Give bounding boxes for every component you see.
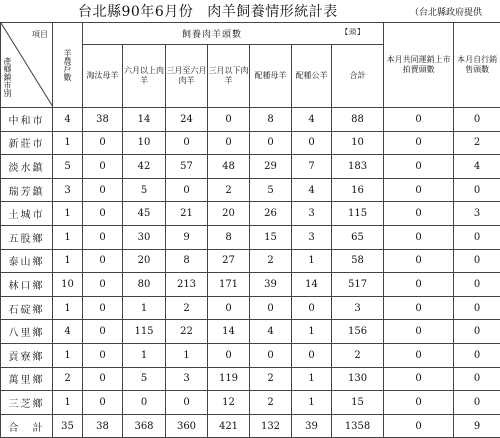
region-name: 三芝鄉 (1, 391, 53, 415)
region-name: 貢寮鄉 (1, 343, 53, 367)
table-cell: 368 (123, 414, 166, 438)
table-cell: 2 (208, 178, 250, 202)
table-cell: 0 (454, 320, 500, 344)
region-name: 土城市 (1, 202, 53, 226)
table-cell: 0 (384, 391, 454, 415)
table-cell: 0 (83, 367, 123, 391)
table-cell: 29 (250, 155, 292, 179)
table-cell: 2 (166, 296, 208, 320)
table-cell: 14 (123, 108, 166, 132)
table-cell: 213 (166, 273, 208, 297)
source-note: （台北縣政府提供 (410, 5, 482, 18)
table-cell: 15 (250, 225, 292, 249)
table-cell: 0 (83, 225, 123, 249)
table-row (1, 202, 500, 226)
table-cell: 38 (83, 414, 123, 438)
table-cell: 0 (292, 296, 332, 320)
table-cell: 0 (123, 391, 166, 415)
table-cell: 5 (250, 178, 292, 202)
corner-region-label: 產鄉鎮市別 (3, 57, 12, 99)
table-row (1, 131, 500, 155)
table-cell: 9 (454, 414, 500, 438)
table-cell: 360 (166, 414, 208, 438)
table-cell: 65 (332, 225, 384, 249)
region-name: 八里鄉 (1, 320, 53, 344)
table-cell: 3 (53, 178, 83, 202)
title-subject: 肉羊飼養情形統計表 (207, 4, 338, 20)
region-name: 淡水鎮 (1, 155, 53, 179)
table-cell: 0 (384, 249, 454, 273)
corner-header (1, 23, 53, 108)
region-name: 萬里鄉 (1, 367, 53, 391)
table-cell: 0 (454, 108, 500, 132)
table-row (1, 225, 500, 249)
table-cell: 1 (292, 367, 332, 391)
col-total: 合計 (332, 45, 384, 108)
table-cell: 1 (292, 320, 332, 344)
table-cell: 4 (53, 108, 83, 132)
table-cell: 26 (250, 202, 292, 226)
col-breeding-ewes: 配種母羊 (250, 45, 292, 108)
group-title: 飼養肉羊頭數 (182, 30, 242, 40)
table-cell: 0 (83, 320, 123, 344)
table-cell: 8 (250, 108, 292, 132)
table-cell: 0 (208, 296, 250, 320)
table-cell: 1 (292, 391, 332, 415)
table-cell: 4 (53, 320, 83, 344)
table-cell: 0 (454, 296, 500, 320)
table-cell: 0 (83, 178, 123, 202)
table-cell: 80 (123, 273, 166, 297)
table-cell: 8 (208, 225, 250, 249)
table-cell: 183 (332, 155, 384, 179)
table-cell: 21 (166, 202, 208, 226)
table-cell: 5 (123, 178, 166, 202)
table-cell: 0 (384, 367, 454, 391)
table-cell: 1 (166, 343, 208, 367)
table-cell: 1 (53, 131, 83, 155)
table-cell: 7 (292, 155, 332, 179)
table-cell: 39 (292, 414, 332, 438)
selfsold-header: 本月自行銷售頭數 (454, 23, 500, 108)
table-cell: 3 (454, 202, 500, 226)
table-cell: 0 (384, 155, 454, 179)
table-cell: 88 (332, 108, 384, 132)
table-row (1, 320, 500, 344)
region-name: 林口鄉 (1, 273, 53, 297)
table-cell: 0 (208, 131, 250, 155)
table-cell: 20 (123, 249, 166, 273)
table-row (1, 108, 500, 132)
livestock-count-group-header (83, 23, 384, 45)
table-row (1, 414, 500, 438)
table-cell: 171 (208, 273, 250, 297)
table-cell: 10 (123, 131, 166, 155)
table-cell: 4 (292, 108, 332, 132)
table-cell: 0 (384, 343, 454, 367)
table-cell: 0 (292, 131, 332, 155)
table-cell: 0 (83, 391, 123, 415)
table-cell: 4 (292, 178, 332, 202)
table-cell: 14 (208, 320, 250, 344)
table-cell: 1 (53, 225, 83, 249)
table-cell: 3 (292, 202, 332, 226)
table-cell: 2 (250, 249, 292, 273)
table-cell: 1 (292, 249, 332, 273)
table-cell: 4 (454, 155, 500, 179)
table-cell: 3 (332, 296, 384, 320)
table-cell: 20 (208, 202, 250, 226)
table-cell: 115 (332, 202, 384, 226)
table-cell: 119 (208, 367, 250, 391)
col-over-6-months: 六月以上肉羊 (123, 45, 166, 108)
table-cell: 421 (208, 414, 250, 438)
table-cell: 1 (53, 249, 83, 273)
table-cell: 0 (384, 131, 454, 155)
table-row (1, 178, 500, 202)
table-cell: 0 (384, 296, 454, 320)
table-cell: 1 (53, 343, 83, 367)
table-row (1, 367, 500, 391)
table-cell: 30 (123, 225, 166, 249)
table-cell: 5 (53, 155, 83, 179)
table-cell: 22 (166, 320, 208, 344)
table-cell: 0 (454, 391, 500, 415)
table-cell: 0 (454, 343, 500, 367)
col-culled-ewes: 淘汰母羊 (83, 45, 123, 108)
col-3-to-6-months: 三月至六月肉羊 (166, 45, 208, 108)
table-cell: 5 (123, 367, 166, 391)
corner-item-label: 項目 (32, 29, 48, 40)
table-cell: 42 (123, 155, 166, 179)
table-cell: 58 (332, 249, 384, 273)
table-row (1, 343, 500, 367)
statistics-table (0, 22, 500, 438)
table-cell: 156 (332, 320, 384, 344)
table-cell: 0 (208, 343, 250, 367)
households-header: 羊農戶數 (53, 23, 83, 108)
group-unit: 【頭】 (341, 27, 365, 37)
table-cell: 0 (83, 296, 123, 320)
table-cell: 2 (250, 367, 292, 391)
region-name: 五股鄉 (1, 225, 53, 249)
table-cell: 1 (53, 296, 83, 320)
table-cell: 0 (208, 108, 250, 132)
table-cell: 0 (166, 131, 208, 155)
table-cell: 0 (384, 320, 454, 344)
region-name: 中和市 (1, 108, 53, 132)
region-name: 瑞芳鎮 (1, 178, 53, 202)
table-cell: 14 (292, 273, 332, 297)
table-cell: 1358 (332, 414, 384, 438)
table-cell: 0 (83, 202, 123, 226)
table-cell: 0 (454, 367, 500, 391)
table-cell: 0 (454, 178, 500, 202)
table-cell: 0 (83, 155, 123, 179)
table-cell: 0 (384, 414, 454, 438)
table-cell: 0 (384, 178, 454, 202)
region-name: 新莊市 (1, 131, 53, 155)
table-cell: 0 (166, 391, 208, 415)
table-cell: 0 (384, 108, 454, 132)
col-under-3-months: 三月以下肉羊 (208, 45, 250, 108)
region-name: 合 計 (1, 414, 53, 438)
table-row (1, 391, 500, 415)
region-name: 泰山鄉 (1, 249, 53, 273)
table-cell: 35 (53, 414, 83, 438)
table-cell: 1 (123, 296, 166, 320)
table-cell: 38 (83, 108, 123, 132)
table-title (78, 1, 352, 21)
table-cell: 57 (166, 155, 208, 179)
table-cell: 130 (332, 367, 384, 391)
table-cell: 132 (250, 414, 292, 438)
table-cell: 0 (83, 249, 123, 273)
table-cell: 3 (292, 225, 332, 249)
table-cell: 0 (166, 178, 208, 202)
table-cell: 1 (53, 391, 83, 415)
table-row (1, 155, 500, 179)
table-cell: 0 (292, 343, 332, 367)
table-row (1, 249, 500, 273)
table-cell: 1 (53, 202, 83, 226)
table-cell: 0 (83, 131, 123, 155)
title-period: 台北縣90年6月份 (78, 4, 193, 20)
table-cell: 10 (332, 131, 384, 155)
table-cell: 15 (332, 391, 384, 415)
shipped-header: 本月共同運銷上市拍賣頭數 (384, 23, 454, 108)
table-cell: 48 (208, 155, 250, 179)
region-name: 石碇鄉 (1, 296, 53, 320)
table-row (1, 296, 500, 320)
table-cell: 0 (384, 225, 454, 249)
table-cell: 0 (454, 249, 500, 273)
table-cell: 10 (53, 273, 83, 297)
table-cell: 2 (53, 367, 83, 391)
table-cell: 39 (250, 273, 292, 297)
table-cell: 1 (123, 343, 166, 367)
table-cell: 9 (166, 225, 208, 249)
table-cell: 27 (208, 249, 250, 273)
table-cell: 115 (123, 320, 166, 344)
table-body (1, 108, 500, 438)
table-cell: 0 (384, 202, 454, 226)
table-cell: 0 (454, 225, 500, 249)
table-cell: 0 (83, 273, 123, 297)
col-breeding-rams: 配種公羊 (292, 45, 332, 108)
table-row (1, 273, 500, 297)
table-cell: 3 (166, 367, 208, 391)
table-cell: 45 (123, 202, 166, 226)
table-cell: 0 (454, 273, 500, 297)
table-cell: 517 (332, 273, 384, 297)
table-cell: 0 (250, 296, 292, 320)
table-cell: 4 (250, 320, 292, 344)
table-cell: 2 (250, 391, 292, 415)
table-cell: 16 (332, 178, 384, 202)
table-cell: 0 (384, 273, 454, 297)
table-cell: 12 (208, 391, 250, 415)
table-cell: 24 (166, 108, 208, 132)
table-cell: 0 (250, 343, 292, 367)
table-cell: 8 (166, 249, 208, 273)
table-cell: 0 (250, 131, 292, 155)
table-cell: 2 (454, 131, 500, 155)
table-cell: 2 (332, 343, 384, 367)
table-cell: 0 (83, 343, 123, 367)
